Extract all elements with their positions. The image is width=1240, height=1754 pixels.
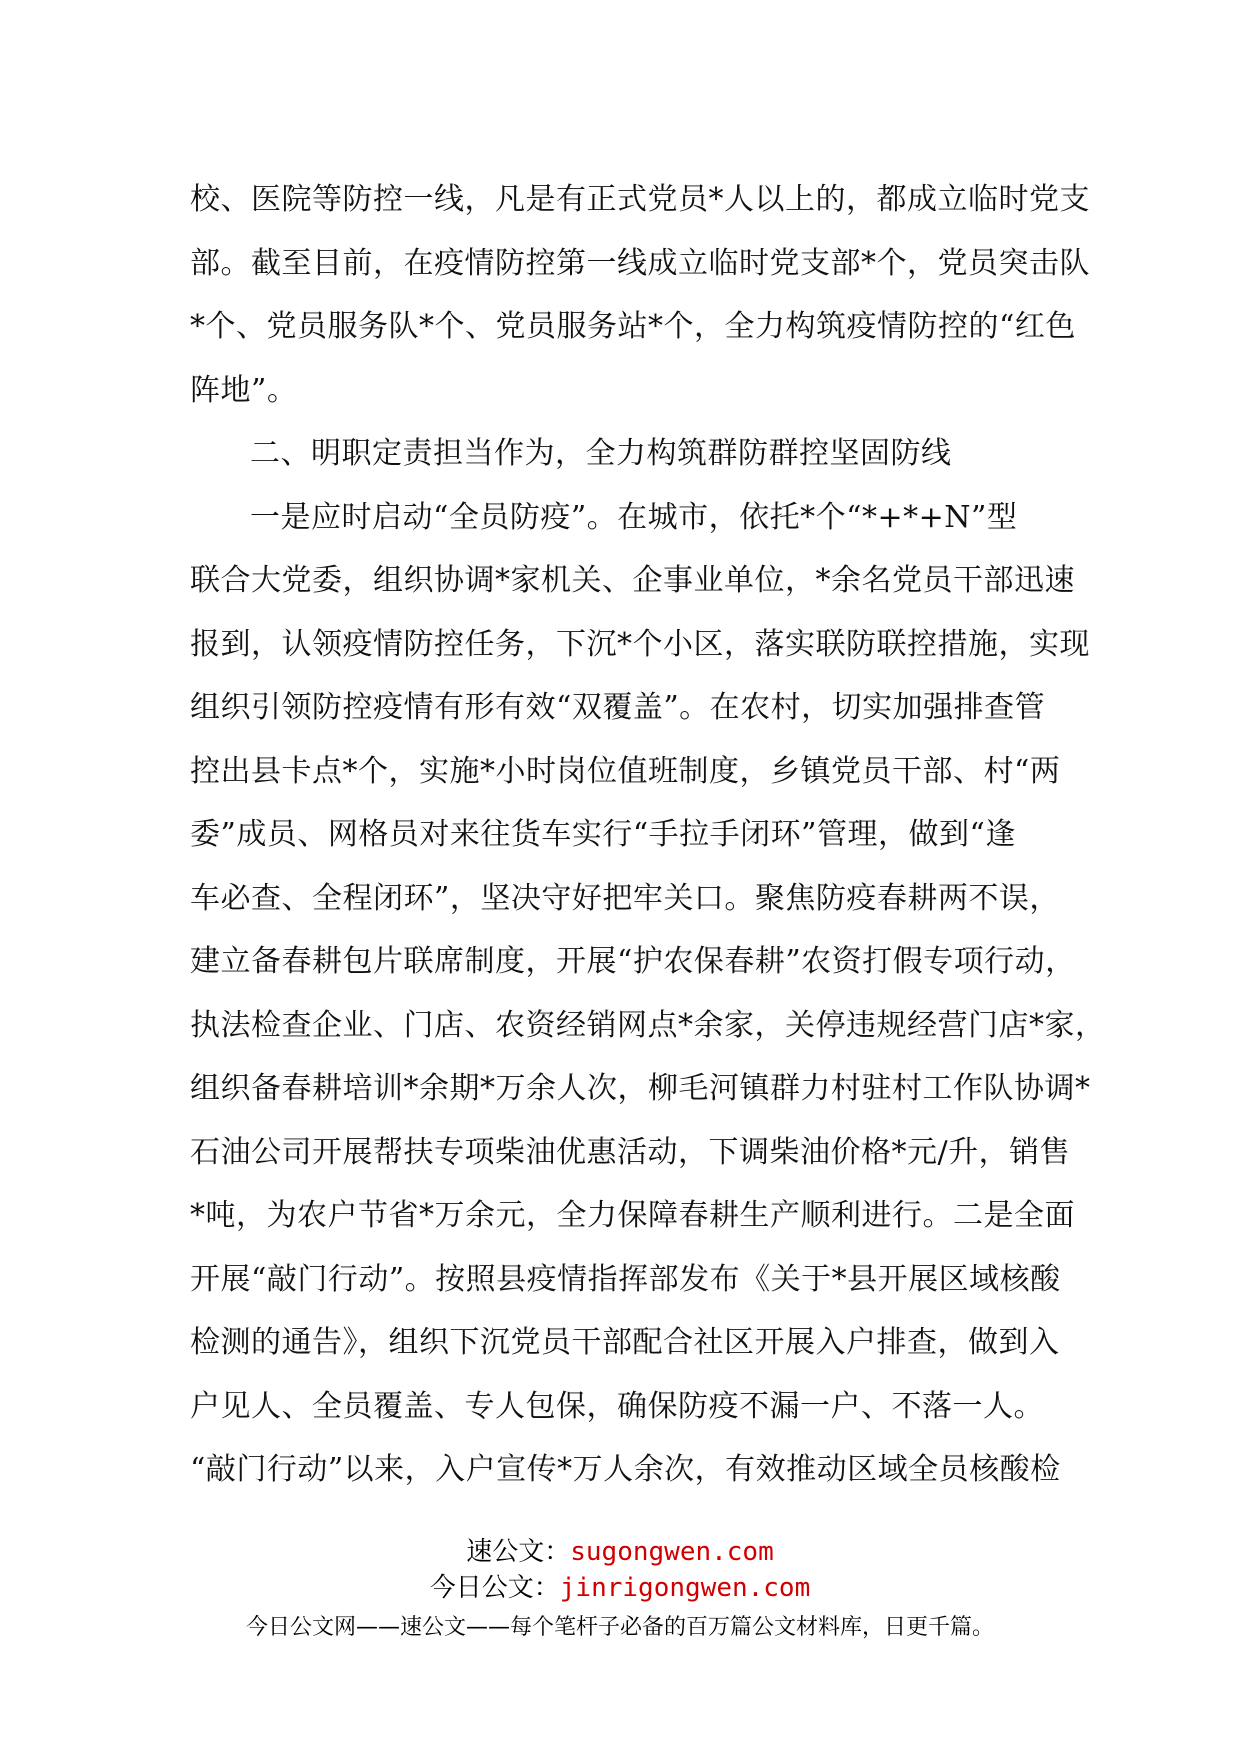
- document-body: [190, 168, 1106, 1502]
- text-line: 执法检查企业、门店、农资经销网点*余家，关停违规经营门店*家，: [190, 1007, 1106, 1043]
- heading-text: 二、明职定责担当作为，全力构筑群防群控坚固防线: [250, 436, 952, 471]
- text-line: 委”成员、网格员对来往货车实行“手拉手闭环”管理，做到“逢: [190, 817, 1016, 852]
- sugongwen-link[interactable]: sugongwen.com: [570, 1537, 774, 1567]
- text-line: 报到，认领疫情防控任务，下沉*个小区，落实联防联控措施，实现: [190, 626, 1090, 662]
- footer-watermark: [0, 1534, 1240, 1648]
- text-line: 校、医院等防控一线，凡是有正式党员*人以上的，都成立临时党支: [190, 182, 1090, 217]
- jinrigongwen-link[interactable]: jinrigongwen.com: [559, 1573, 811, 1603]
- text-line: *个、党员服务队*个、党员服务站*个，全力构筑疫情防控的“红色: [190, 309, 1076, 344]
- text-line: 组织备春耕培训*余期*万余人次，柳毛河镇群力村驻村工作队协调*: [190, 1071, 1091, 1106]
- text-line: 开展“敲门行动”。按照县疫情指挥部发布《关于*县开展区域核酸: [190, 1261, 1061, 1297]
- text-line: 组织引领防控疫情有形有效“双覆盖”。在农村，切实加强排查管: [190, 690, 1046, 725]
- footer-label: 速公文：: [466, 1537, 571, 1567]
- footer-line-jinrigongwen: [0, 1570, 1240, 1606]
- text-line: *吨，为农户节省*万余元，全力保障春耕生产顺利进行。二是全面: [190, 1198, 1075, 1233]
- footer-label: 今日公文：: [429, 1573, 560, 1603]
- paragraph-1: [190, 168, 1090, 422]
- text-line: 户见人、全员覆盖、专人包保，确保防疫不漏一户、不落一人。: [190, 1388, 1044, 1424]
- text-line: 一是应时启动“全员防疫”。在城市，依托*个“*+*+N”型: [250, 499, 1018, 535]
- text-line: 阵地”。: [190, 372, 298, 408]
- text-line: “敲门行动”以来，入户宣传*万人余次，有效推动区域全员核酸检: [190, 1452, 1061, 1487]
- text-line: 检测的通告》，组织下沉党员干部配合社区开展入户排查，做到入: [190, 1325, 1060, 1360]
- text-line: 车必查、全程闭环”，坚决守好把牢关口。聚焦防疫春耕两不误，: [190, 880, 1060, 916]
- footer-line-sugongwen: [0, 1534, 1240, 1570]
- text-line: 石油公司开展帮扶专项柴油优惠活动，下调柴油价格*元/升，销售: [190, 1134, 1071, 1170]
- text-line: 建立备春耕包片联席制度，开展“护农保春耕”农资打假专项行动，: [190, 944, 1076, 979]
- text-line: 控出县卡点*个，实施*小时岗位值班制度，乡镇党员干部、村“两: [190, 753, 1061, 789]
- paragraph-2: [190, 486, 1106, 1502]
- text-line: 部。截至目前，在疫情防控第一线成立临时党支部*个，党员突击队: [190, 245, 1090, 281]
- footer-slogan: 今日公文网——速公文——每个笔杆子必备的百万篇公文材料库，日更千篇。: [245, 1615, 994, 1640]
- section-heading: [190, 422, 1050, 486]
- text-line: 联合大党委，组织协调*家机关、企事业单位，*余名党员干部迅速: [190, 563, 1075, 598]
